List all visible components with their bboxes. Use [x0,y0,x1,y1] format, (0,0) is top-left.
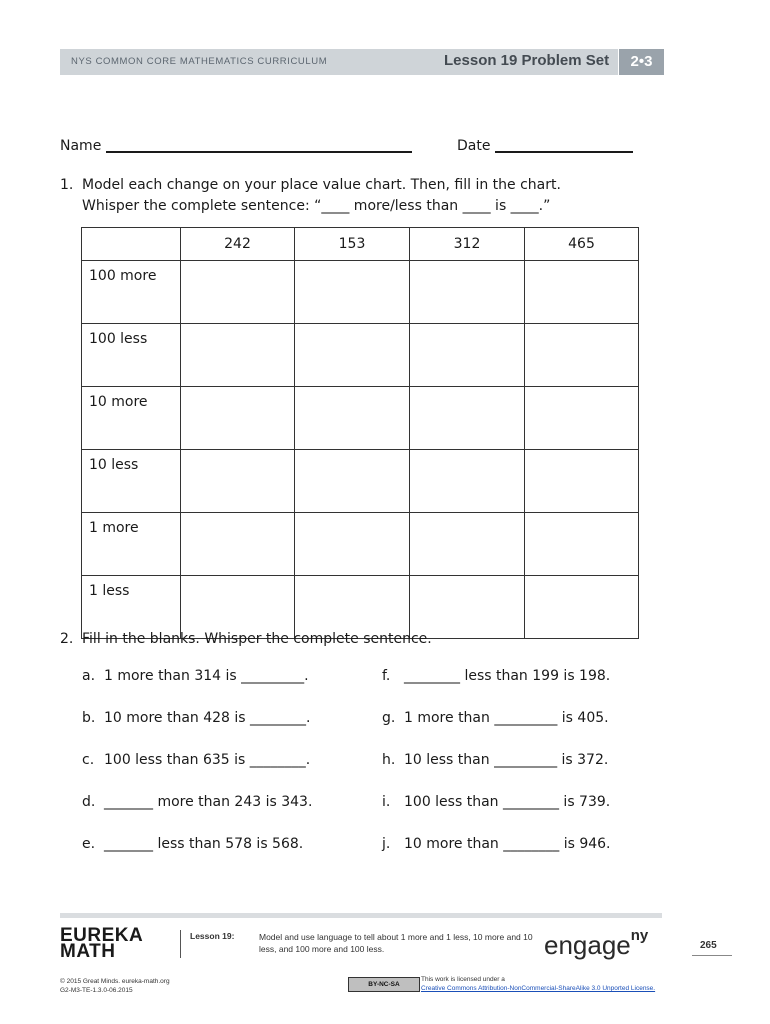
fill-blank-item: 1 more than _________ is 405. [404,710,609,726]
row-label: 1 more [82,513,181,576]
name-field[interactable] [106,151,412,153]
answer-cell[interactable] [181,387,295,450]
ny-text: ny [630,927,649,945]
column-header: 153 [295,228,410,261]
answer-cell[interactable] [295,261,410,324]
answer-cell[interactable] [410,261,525,324]
q1-instruction-1: Model each change on your place value chart. Then, fill in the chart. [82,177,561,193]
item-letter: c. [82,752,95,768]
item-letter: j. [382,836,391,852]
copyright-line-1: © 2015 Great Minds. eureka-math.org [60,978,170,985]
curriculum-label: NYS COMMON CORE MATHEMATICS CURRICULUM [71,56,328,67]
item-letter: f. [382,668,391,684]
table-row [82,261,639,324]
logo-line-2: MATH [60,941,116,962]
answer-cell[interactable] [410,387,525,450]
item-letter: e. [82,836,96,852]
lesson-title: Lesson 19 Problem Set [444,52,610,69]
answer-cell[interactable] [525,324,639,387]
fill-blank-item: _______ more than 243 is 343. [104,794,313,810]
item-letter: d. [82,794,96,810]
license-text [421,975,655,993]
fill-blank-item: 10 more than 428 is ________. [104,710,311,726]
answer-cell[interactable] [295,450,410,513]
place-value-chart [81,227,639,639]
row-label: 10 more [82,387,181,450]
chart-corner-cell [82,228,181,261]
q1-instruction-2: Whisper the complete sentence: “____ more/less than ____ is ____.” [82,198,551,214]
footer-lesson-label: Lesson 19: [190,931,235,941]
item-letter: b. [82,710,96,726]
license-link[interactable]: Creative Commons Attribution-NonCommercial-ShareAlike 3.0 Unported License. [421,985,656,992]
eureka-math-logo [60,925,144,962]
name-label: Name [60,138,102,154]
cc-license-badge: BY-NC-SA [348,977,420,992]
item-letter: g. [382,710,396,726]
answer-cell[interactable] [295,576,410,639]
answer-cell[interactable] [410,450,525,513]
answer-cell[interactable] [181,576,295,639]
answer-cell[interactable] [525,513,639,576]
answer-cell[interactable] [525,450,639,513]
page-number: 265 [700,940,717,951]
logo-line-1: EUREKA [60,925,144,946]
table-row [82,324,639,387]
table-row [82,387,639,450]
answer-cell[interactable] [181,513,295,576]
column-header: 312 [410,228,525,261]
engage-text: engage [544,930,631,960]
chart-header-row [82,228,639,261]
engageny-logo [544,927,649,961]
page-number-rule [692,955,732,956]
module-badge: 2•3 [619,49,664,75]
row-label: 100 more [82,261,181,324]
answer-cell[interactable] [525,261,639,324]
copyright [60,977,170,995]
fill-blank-item: 10 less than _________ is 372. [404,752,609,768]
copyright-line-2: G2-M3-TE-1.3.0-06.2015 [60,987,133,994]
fill-blank-item: 100 less than 635 is ________. [104,752,311,768]
answer-cell[interactable] [181,324,295,387]
fill-blank-item: 10 more than ________ is 946. [404,836,611,852]
column-header: 242 [181,228,295,261]
table-row [82,450,639,513]
footer-lesson-description: Model and use language to tell about 1 more and 1 less, 10 more and 10 less, and 100 more and 100 less. [259,932,533,954]
row-label: 1 less [82,576,181,639]
column-header: 465 [525,228,639,261]
item-letter: h. [382,752,396,768]
row-label: 10 less [82,450,181,513]
row-label: 100 less [82,324,181,387]
footer-rule [60,913,662,918]
fill-blank-item: 100 less than ________ is 739. [404,794,611,810]
item-letter: i. [382,794,391,810]
date-field[interactable] [495,151,633,153]
answer-cell[interactable] [295,387,410,450]
item-letter: a. [82,668,96,684]
footer-divider [180,930,181,958]
q1-number: 1. [60,177,74,193]
answer-cell[interactable] [410,576,525,639]
table-row [82,513,639,576]
answer-cell[interactable] [295,324,410,387]
license-line: This work is licensed under a [421,976,505,983]
answer-cell[interactable] [525,576,639,639]
answer-cell[interactable] [410,324,525,387]
answer-cell[interactable] [295,513,410,576]
answer-cell[interactable] [181,261,295,324]
q2-instruction: Fill in the blanks. Whisper the complete sentence. [82,631,432,647]
q2-number: 2. [60,631,74,647]
answer-cell[interactable] [525,387,639,450]
answer-cell[interactable] [410,513,525,576]
answer-cell[interactable] [181,450,295,513]
fill-blank-item: _______ less than 578 is 568. [104,836,304,852]
fill-blank-item: 1 more than 314 is _________. [104,668,309,684]
fill-blank-item: ________ less than 199 is 198. [404,668,611,684]
table-row [82,576,639,639]
date-label: Date [457,138,491,154]
